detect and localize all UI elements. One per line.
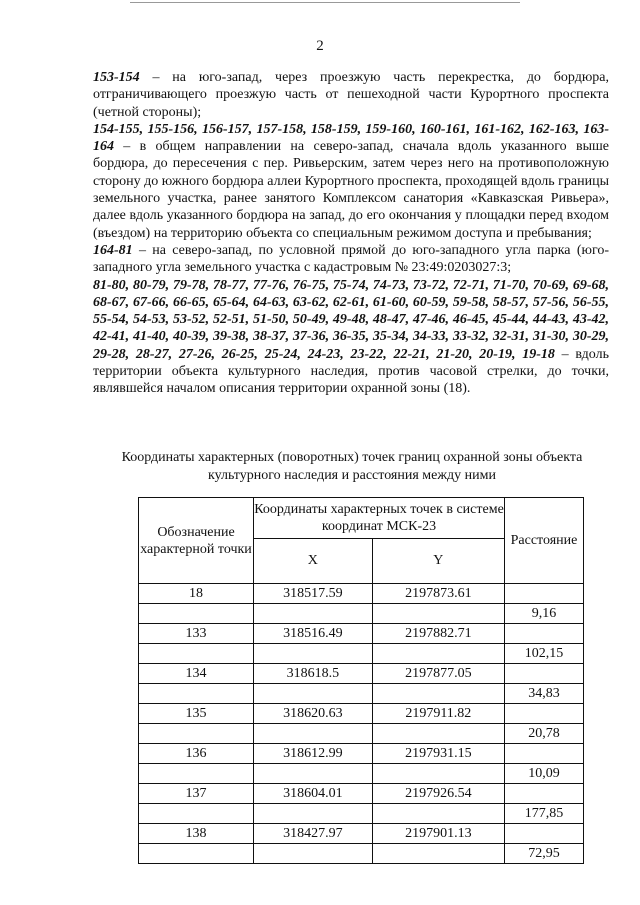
distance-row <box>139 764 584 784</box>
header-distance: Расстояние <box>505 498 584 584</box>
distance-spacer <box>505 664 584 684</box>
empty-cell <box>372 644 504 664</box>
empty-cell <box>254 844 373 864</box>
table-row <box>139 664 584 684</box>
y-cell: 2197901.13 <box>372 824 504 844</box>
table-caption: Координаты характерных (поворотных) точек границ охранной зоны объекта культурного наследия и расстояния между ними <box>121 450 583 483</box>
point-cell: 134 <box>139 664 254 684</box>
empty-cell <box>139 604 254 624</box>
table-row <box>139 784 584 804</box>
segment-ids: 81-80, 80-79, 79-78, 78-77, 77-76, 76-75, 75-74, 74-73, 73-72, 72-71, 71-70, 70-69, 69-68, 68-67, 67-66, 66-65, 65-64, 64-63, 63-62, 62-61, 61-60, 60-59, 59-58, 58-57, 57-56, 56-55, 55-54, 54-53, 53-52, 52-51, 51-50, 50-49, 49-48, 48-47, 47-46, 46-45, 45-44, 44-43, 43-42, 42-41, 41-40, 40-39, 39-38, 38-37, 37-36, 36-35, 35-34, 34-33, 33-32, 32-31, 31-30, 30-29, 29-28, 28-27, 27-26, 26-25, 25-24, 24-23, 23-22, 22-21, 21-20, 20-19, 19-18 <box>93 277 609 362</box>
coordinates-table <box>138 497 584 864</box>
point-cell: 135 <box>139 704 254 724</box>
distance-spacer <box>505 704 584 724</box>
x-cell: 318620.63 <box>254 704 373 724</box>
paragraph <box>93 277 609 398</box>
segment-ids: 164-81 <box>93 242 133 258</box>
header-x: X <box>254 539 373 584</box>
empty-cell <box>372 684 504 704</box>
empty-cell <box>372 604 504 624</box>
empty-cell <box>139 804 254 824</box>
distance-row <box>139 804 584 824</box>
distance-row <box>139 644 584 664</box>
empty-cell <box>254 604 373 624</box>
distance-row <box>139 724 584 744</box>
segment-text: – вдоль территории объекта культурного наследия, против часовой стрелки, до точки, являвшейся началом описания территории охранной зоны (18). <box>93 346 609 397</box>
paragraph <box>93 69 609 121</box>
table-row <box>139 624 584 644</box>
segment-text: – на северо-запад, по условной прямой до юго-западного угла парка (юго-западного угла земельного участка с кадастровым № 23:49:0203027:3; <box>93 242 609 276</box>
empty-cell <box>254 684 373 704</box>
distance-spacer <box>505 824 584 844</box>
distance-cell: 72,95 <box>505 844 584 864</box>
distance-cell: 20,78 <box>505 724 584 744</box>
empty-cell <box>139 764 254 784</box>
point-cell: 138 <box>139 824 254 844</box>
x-cell: 318612.99 <box>254 744 373 764</box>
empty-cell <box>254 764 373 784</box>
empty-cell <box>372 724 504 744</box>
y-cell: 2197931.15 <box>372 744 504 764</box>
distance-cell: 10,09 <box>505 764 584 784</box>
empty-cell <box>139 844 254 864</box>
empty-cell <box>254 644 373 664</box>
empty-cell <box>372 804 504 824</box>
segment-text: – на юго-запад, через проезжую часть перекрестка, до бордюра, отграничивающего проезжую часть от пешеходной части Курортного проспекта (четной стороны); <box>93 70 609 120</box>
y-cell: 2197882.71 <box>372 624 504 644</box>
point-cell: 136 <box>139 744 254 764</box>
empty-cell <box>372 844 504 864</box>
x-cell: 318604.01 <box>254 784 373 804</box>
top-rule <box>130 2 520 3</box>
empty-cell <box>254 804 373 824</box>
empty-cell <box>139 684 254 704</box>
paragraph <box>93 121 609 242</box>
table-row <box>139 744 584 764</box>
table-row <box>139 584 584 604</box>
y-cell: 2197926.54 <box>372 784 504 804</box>
y-cell: 2197911.82 <box>372 704 504 724</box>
distance-row <box>139 604 584 624</box>
distance-cell: 102,15 <box>505 644 584 664</box>
distance-spacer <box>505 584 584 604</box>
distance-cell: 9,16 <box>505 604 584 624</box>
header-point: Обозначение характерной точки <box>139 498 254 584</box>
x-cell: 318427.97 <box>254 824 373 844</box>
point-cell: 137 <box>139 784 254 804</box>
y-cell: 2197873.61 <box>372 584 504 604</box>
boundary-description <box>93 69 609 398</box>
paragraph <box>93 242 609 277</box>
distance-row <box>139 684 584 704</box>
y-cell: 2197877.05 <box>372 664 504 684</box>
point-cell: 18 <box>139 584 254 604</box>
distance-cell: 177,85 <box>505 804 584 824</box>
point-cell: 133 <box>139 624 254 644</box>
table-row <box>139 704 584 724</box>
x-cell: 318516.49 <box>254 624 373 644</box>
distance-cell: 34,83 <box>505 684 584 704</box>
distance-row <box>139 844 584 864</box>
header-coordinates: Координаты характерных точек в системе координат МСК-23 <box>254 498 505 539</box>
segment-text: – в общем направлении на северо-запад, сначала вдоль указанного выше бордюра, до пересечения с пер. Ривьерским, затем через него на противоположную сторону до южного бордюра аллеи Курортного проспекта, проходящей вдоль границы земельного участка, ранее занятого Комплексом санатория «Кавказская Ривьера», далее вдоль указанного бордюра на запад, до его окончания у площадки перед входом (въездом) на территорию объекта со специальным режимом доступа и пребывания; <box>93 139 609 241</box>
empty-cell <box>254 724 373 744</box>
segment-ids: 153-154 <box>93 70 140 85</box>
distance-spacer <box>505 624 584 644</box>
distance-spacer <box>505 744 584 764</box>
segment-ids: 154-155, 155-156, 156-157, 157-158, 158-159, 159-160, 160-161, 161-162, 162-163, 163-164 <box>93 121 609 155</box>
page-number: 2 <box>316 38 324 54</box>
empty-cell <box>139 644 254 664</box>
distance-spacer <box>505 784 584 804</box>
x-cell: 318618.5 <box>254 664 373 684</box>
header-y: Y <box>372 539 504 584</box>
table-row <box>139 824 584 844</box>
empty-cell <box>139 724 254 744</box>
empty-cell <box>372 764 504 784</box>
x-cell: 318517.59 <box>254 584 373 604</box>
